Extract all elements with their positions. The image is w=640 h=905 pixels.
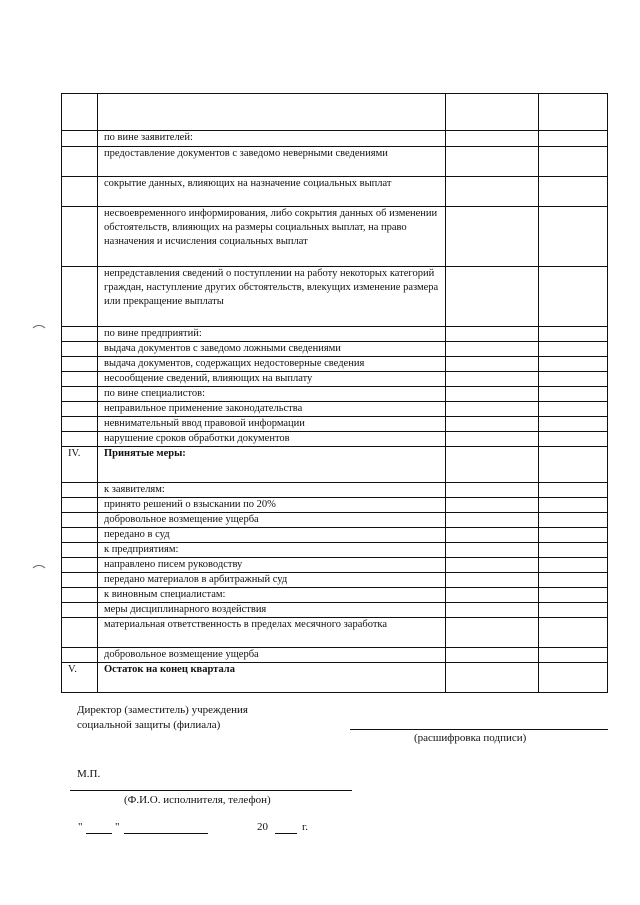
- row-number-cell: [62, 267, 98, 327]
- table-row: [62, 402, 608, 417]
- value-cell: [539, 558, 608, 573]
- row-label-cell: несвоевременного информирования, либо сокрытия данных об изменении обстоятельств, влияющих на размеры социальных выплат, на право назначения и исчисления социальных выплат: [98, 207, 446, 267]
- value-cell: [446, 207, 539, 267]
- date-month-line: [124, 833, 208, 834]
- signature-decode-caption: (расшифровка подписи): [414, 732, 527, 744]
- table-row: [62, 483, 608, 498]
- row-label-cell: [98, 94, 446, 131]
- value-cell: [446, 603, 539, 618]
- row-label-cell: предоставление документов с заведомо неверными сведениями: [98, 147, 446, 177]
- row-number-cell: [62, 327, 98, 342]
- value-cell: [539, 372, 608, 387]
- row-label-cell: добровольное возмещение ущерба: [98, 648, 446, 663]
- value-cell: [539, 357, 608, 372]
- date-year-prefix: 20: [257, 821, 268, 833]
- table-row: [62, 342, 608, 357]
- row-number-cell: [62, 588, 98, 603]
- row-label-cell: сокрытие данных, влияющих на назначение социальных выплат: [98, 177, 446, 207]
- value-cell: [446, 498, 539, 513]
- row-number-cell: [62, 432, 98, 447]
- value-cell: [539, 387, 608, 402]
- date-day-line: [86, 833, 112, 834]
- table-row: [62, 663, 608, 693]
- value-cell: [539, 603, 608, 618]
- table-row: [62, 543, 608, 558]
- row-number-cell: [62, 131, 98, 147]
- value-cell: [446, 588, 539, 603]
- row-label-cell: передано в суд: [98, 528, 446, 543]
- row-number-cell: V.: [62, 663, 98, 693]
- row-number-cell: [62, 402, 98, 417]
- row-number-cell: [62, 177, 98, 207]
- table-row: [62, 207, 608, 267]
- value-cell: [539, 447, 608, 483]
- table-row: [62, 357, 608, 372]
- value-cell: [539, 131, 608, 147]
- table-row: [62, 513, 608, 528]
- value-cell: [539, 573, 608, 588]
- row-number-cell: IV.: [62, 447, 98, 483]
- value-cell: [539, 588, 608, 603]
- value-cell: [446, 402, 539, 417]
- row-label-cell: по вине специалистов:: [98, 387, 446, 402]
- value-cell: [539, 513, 608, 528]
- row-number-cell: [62, 618, 98, 648]
- value-cell: [539, 147, 608, 177]
- row-number-cell: [62, 417, 98, 432]
- row-label-cell: Принятые меры:: [98, 447, 446, 483]
- value-cell: [446, 618, 539, 648]
- table-row: [62, 447, 608, 483]
- value-cell: [446, 432, 539, 447]
- value-cell: [539, 528, 608, 543]
- table-row: [62, 177, 608, 207]
- row-number-cell: [62, 573, 98, 588]
- row-label-cell: по вине предприятий:: [98, 327, 446, 342]
- row-number-cell: [62, 483, 98, 498]
- date-close-quote: ": [115, 821, 120, 833]
- table-row: [62, 387, 608, 402]
- table-row: [62, 588, 608, 603]
- director-title-line1: Директор (заместитель) учреждения: [77, 704, 248, 716]
- table-row: [62, 648, 608, 663]
- row-number-cell: [62, 357, 98, 372]
- date-year-suffix: г.: [302, 821, 309, 833]
- value-cell: [539, 432, 608, 447]
- value-cell: [446, 267, 539, 327]
- row-label-cell: непредставления сведений о поступлении на работу некоторых категорий граждан, наступление других обстоятельств, влекущих изменение размера или прекращение выплаты: [98, 267, 446, 327]
- value-cell: [539, 402, 608, 417]
- value-cell: [539, 483, 608, 498]
- value-cell: [539, 618, 608, 648]
- value-cell: [446, 648, 539, 663]
- value-cell: [539, 498, 608, 513]
- value-cell: [446, 131, 539, 147]
- value-cell: [539, 207, 608, 267]
- value-cell: [446, 94, 539, 131]
- value-cell: [446, 417, 539, 432]
- table-row: [62, 327, 608, 342]
- value-cell: [446, 663, 539, 693]
- value-cell: [446, 573, 539, 588]
- value-cell: [446, 342, 539, 357]
- value-cell: [446, 177, 539, 207]
- row-number-cell: [62, 207, 98, 267]
- executor-caption: (Ф.И.О. исполнителя, телефон): [124, 794, 271, 806]
- table-row: [62, 267, 608, 327]
- value-cell: [446, 372, 539, 387]
- value-cell: [446, 357, 539, 372]
- row-label-cell: несообщение сведений, влияющих на выплату: [98, 372, 446, 387]
- punch-hole-mark-top: [30, 325, 48, 343]
- value-cell: [539, 663, 608, 693]
- value-cell: [446, 528, 539, 543]
- value-cell: [446, 543, 539, 558]
- table-row: [62, 603, 608, 618]
- table-row: [62, 131, 608, 147]
- value-cell: [446, 447, 539, 483]
- signature-line: [350, 729, 608, 730]
- value-cell: [446, 513, 539, 528]
- table-row: [62, 432, 608, 447]
- row-label-cell: передано материалов в арбитражный суд: [98, 573, 446, 588]
- row-number-cell: [62, 648, 98, 663]
- punch-hole-mark-bottom: [30, 565, 48, 583]
- row-number-cell: [62, 372, 98, 387]
- row-number-cell: [62, 342, 98, 357]
- row-label-cell: к предприятиям:: [98, 543, 446, 558]
- row-label-cell: к заявителям:: [98, 483, 446, 498]
- value-cell: [446, 558, 539, 573]
- row-label-cell: выдача документов с заведомо ложными сведениями: [98, 342, 446, 357]
- value-cell: [539, 177, 608, 207]
- value-cell: [539, 267, 608, 327]
- table-row: [62, 417, 608, 432]
- table-row: [62, 573, 608, 588]
- report-table: [61, 93, 608, 693]
- value-cell: [539, 543, 608, 558]
- value-cell: [446, 387, 539, 402]
- table-row: [62, 498, 608, 513]
- value-cell: [539, 648, 608, 663]
- table-row: [62, 147, 608, 177]
- value-cell: [446, 327, 539, 342]
- table-row: [62, 528, 608, 543]
- row-number-cell: [62, 147, 98, 177]
- row-number-cell: [62, 498, 98, 513]
- date-year-line: [275, 833, 297, 834]
- executor-line: [70, 790, 352, 791]
- date-open-quote: ": [78, 821, 83, 833]
- value-cell: [539, 327, 608, 342]
- row-number-cell: [62, 543, 98, 558]
- row-number-cell: [62, 94, 98, 131]
- row-label-cell: неправильное применение законодательства: [98, 402, 446, 417]
- row-label-cell: меры дисциплинарного воздействия: [98, 603, 446, 618]
- table-row: [62, 618, 608, 648]
- director-title-line2: социальной защиты (филиала): [77, 719, 221, 731]
- row-label-cell: невнимательный ввод правовой информации: [98, 417, 446, 432]
- row-label-cell: нарушение сроков обработки документов: [98, 432, 446, 447]
- row-label-cell: выдача документов, содержащих недостоверные сведения: [98, 357, 446, 372]
- value-cell: [446, 483, 539, 498]
- row-number-cell: [62, 528, 98, 543]
- row-number-cell: [62, 513, 98, 528]
- row-label-cell: материальная ответственность в пределах месячного заработка: [98, 618, 446, 648]
- row-number-cell: [62, 603, 98, 618]
- table-row: [62, 94, 608, 131]
- row-number-cell: [62, 558, 98, 573]
- row-label-cell: направлено писем руководству: [98, 558, 446, 573]
- row-label-cell: к виновным специалистам:: [98, 588, 446, 603]
- value-cell: [446, 147, 539, 177]
- row-label-cell: добровольное возмещение ущерба: [98, 513, 446, 528]
- row-label-cell: Остаток на конец квартала: [98, 663, 446, 693]
- value-cell: [539, 94, 608, 131]
- report-table-body: [62, 94, 608, 693]
- row-label-cell: по вине заявителей:: [98, 131, 446, 147]
- value-cell: [539, 342, 608, 357]
- value-cell: [539, 417, 608, 432]
- stamp-label: М.П.: [77, 768, 101, 780]
- table-row: [62, 558, 608, 573]
- row-number-cell: [62, 387, 98, 402]
- row-label-cell: принято решений о взыскании по 20%: [98, 498, 446, 513]
- table-row: [62, 372, 608, 387]
